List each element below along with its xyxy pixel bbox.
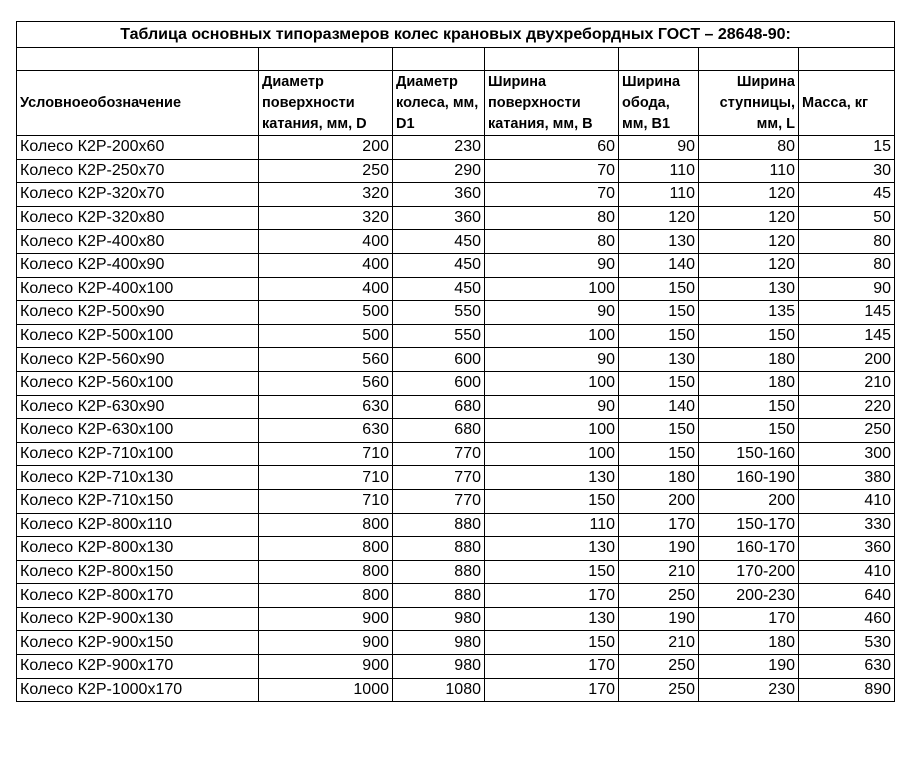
mass-cell: 90 — [799, 277, 895, 301]
table-row — [17, 584, 895, 608]
table-row — [17, 230, 895, 254]
wheel-diameter-cell: 980 — [393, 607, 485, 631]
rolling-diameter-cell: 400 — [259, 253, 393, 277]
mass-cell: 380 — [799, 466, 895, 490]
rolling-width-cell: 80 — [485, 230, 619, 254]
rolling-diameter-cell: 800 — [259, 513, 393, 537]
hub-width-cell: 180 — [699, 348, 799, 372]
title-row — [17, 22, 895, 48]
table-row — [17, 489, 895, 513]
rolling-diameter-cell: 710 — [259, 489, 393, 513]
blank-cell — [17, 48, 259, 71]
designation-cell: Колесо К2Р-900х150 — [17, 631, 259, 655]
wheel-sizes-table — [16, 21, 895, 702]
hub-width-cell: 150 — [699, 419, 799, 443]
rolling-diameter-cell: 900 — [259, 655, 393, 679]
mass-cell: 360 — [799, 537, 895, 561]
mass-cell: 30 — [799, 159, 895, 183]
rolling-diameter-cell: 560 — [259, 371, 393, 395]
mass-cell: 50 — [799, 206, 895, 230]
hub-width-cell: 180 — [699, 631, 799, 655]
mass-cell: 630 — [799, 655, 895, 679]
blank-cell — [393, 48, 485, 71]
hub-width-cell: 180 — [699, 371, 799, 395]
mass-cell: 300 — [799, 442, 895, 466]
wheel-diameter-cell: 980 — [393, 631, 485, 655]
designation-cell: Колесо К2Р-710х130 — [17, 466, 259, 490]
hub-width-cell: 110 — [699, 159, 799, 183]
hub-width-cell: 135 — [699, 301, 799, 325]
rim-width-cell: 130 — [619, 348, 699, 372]
rim-width-cell: 150 — [619, 419, 699, 443]
designation-cell: Колесо К2Р-900х170 — [17, 655, 259, 679]
designation-cell: Колесо К2Р-560х90 — [17, 348, 259, 372]
designation-cell: Колесо К2Р-320х80 — [17, 206, 259, 230]
rolling-diameter-cell: 560 — [259, 348, 393, 372]
rolling-diameter-cell: 1000 — [259, 678, 393, 702]
wheel-diameter-cell: 450 — [393, 230, 485, 254]
rolling-width-cell: 70 — [485, 159, 619, 183]
rim-width-cell: 150 — [619, 277, 699, 301]
mass-cell: 80 — [799, 230, 895, 254]
rolling-width-cell: 170 — [485, 678, 619, 702]
rim-width-cell: 110 — [619, 183, 699, 207]
rolling-diameter-cell: 800 — [259, 537, 393, 561]
designation-cell: Колесо К2Р-500х90 — [17, 301, 259, 325]
rolling-diameter-cell: 320 — [259, 183, 393, 207]
wheel-diameter-cell: 770 — [393, 442, 485, 466]
wheel-diameter-cell: 360 — [393, 183, 485, 207]
table-body — [17, 136, 895, 702]
designation-cell: Колесо К2Р-800х170 — [17, 584, 259, 608]
table-row — [17, 206, 895, 230]
rolling-width-cell: 100 — [485, 277, 619, 301]
rolling-width-cell: 100 — [485, 442, 619, 466]
wheel-diameter-cell: 1080 — [393, 678, 485, 702]
rolling-diameter-cell: 250 — [259, 159, 393, 183]
hub-width-cell: 120 — [699, 206, 799, 230]
rolling-diameter-cell: 630 — [259, 419, 393, 443]
rolling-width-cell: 110 — [485, 513, 619, 537]
mass-cell: 410 — [799, 560, 895, 584]
rim-width-cell: 150 — [619, 301, 699, 325]
blank-cell — [799, 48, 895, 71]
header-wheel-diameter: Диаметр колеса, мм, D1 — [393, 71, 485, 136]
rim-width-cell: 140 — [619, 253, 699, 277]
hub-width-cell: 160-190 — [699, 466, 799, 490]
rolling-width-cell: 70 — [485, 183, 619, 207]
designation-cell: Колесо К2Р-500х100 — [17, 324, 259, 348]
designation-cell: Колесо К2Р-800х150 — [17, 560, 259, 584]
mass-cell: 640 — [799, 584, 895, 608]
designation-cell: Колесо К2Р-1000х170 — [17, 678, 259, 702]
blank-cell — [699, 48, 799, 71]
designation-cell: Колесо К2Р-400х90 — [17, 253, 259, 277]
table-row — [17, 607, 895, 631]
blank-cell — [485, 48, 619, 71]
designation-cell: Колесо К2Р-560х100 — [17, 371, 259, 395]
table-row — [17, 159, 895, 183]
blank-row — [17, 48, 895, 71]
wheel-diameter-cell: 290 — [393, 159, 485, 183]
wheel-diameter-cell: 770 — [393, 466, 485, 490]
rolling-width-cell: 90 — [485, 348, 619, 372]
hub-width-cell: 150-160 — [699, 442, 799, 466]
wheel-diameter-cell: 450 — [393, 277, 485, 301]
header-mass: Масса, кг — [799, 71, 895, 136]
mass-cell: 530 — [799, 631, 895, 655]
table-row — [17, 348, 895, 372]
rolling-width-cell: 90 — [485, 253, 619, 277]
rolling-width-cell: 150 — [485, 631, 619, 655]
hub-width-cell: 200 — [699, 489, 799, 513]
hub-width-cell: 200-230 — [699, 584, 799, 608]
table-row — [17, 183, 895, 207]
wheel-diameter-cell: 600 — [393, 348, 485, 372]
table-row — [17, 253, 895, 277]
table-row — [17, 395, 895, 419]
rolling-diameter-cell: 200 — [259, 136, 393, 160]
hub-width-cell: 170 — [699, 607, 799, 631]
designation-cell: Колесо К2Р-250х70 — [17, 159, 259, 183]
rolling-diameter-cell: 630 — [259, 395, 393, 419]
hub-width-cell: 230 — [699, 678, 799, 702]
rolling-diameter-cell: 800 — [259, 560, 393, 584]
hub-width-cell: 190 — [699, 655, 799, 679]
wheel-diameter-cell: 230 — [393, 136, 485, 160]
hub-width-cell: 130 — [699, 277, 799, 301]
wheel-diameter-cell: 360 — [393, 206, 485, 230]
rim-width-cell: 190 — [619, 607, 699, 631]
rolling-width-cell: 90 — [485, 395, 619, 419]
mass-cell: 890 — [799, 678, 895, 702]
rolling-diameter-cell: 500 — [259, 301, 393, 325]
designation-cell: Колесо К2Р-320х70 — [17, 183, 259, 207]
rim-width-cell: 190 — [619, 537, 699, 561]
designation-cell: Колесо К2Р-400х100 — [17, 277, 259, 301]
rim-width-cell: 130 — [619, 230, 699, 254]
rim-width-cell: 250 — [619, 655, 699, 679]
rolling-width-cell: 100 — [485, 371, 619, 395]
mass-cell: 145 — [799, 324, 895, 348]
mass-cell: 330 — [799, 513, 895, 537]
hub-width-cell: 150 — [699, 324, 799, 348]
table-row — [17, 655, 895, 679]
rim-width-cell: 200 — [619, 489, 699, 513]
rolling-diameter-cell: 400 — [259, 277, 393, 301]
rolling-diameter-cell: 710 — [259, 466, 393, 490]
rolling-width-cell: 130 — [485, 607, 619, 631]
rolling-diameter-cell: 400 — [259, 230, 393, 254]
mass-cell: 45 — [799, 183, 895, 207]
rim-width-cell: 150 — [619, 324, 699, 348]
rim-width-cell: 110 — [619, 159, 699, 183]
wheel-diameter-cell: 680 — [393, 395, 485, 419]
table-row — [17, 324, 895, 348]
wheel-diameter-cell: 880 — [393, 584, 485, 608]
rim-width-cell: 210 — [619, 560, 699, 584]
rolling-diameter-cell: 900 — [259, 631, 393, 655]
rolling-width-cell: 130 — [485, 537, 619, 561]
designation-cell: Колесо К2Р-630х100 — [17, 419, 259, 443]
wheel-diameter-cell: 880 — [393, 513, 485, 537]
rolling-diameter-cell: 710 — [259, 442, 393, 466]
header-row — [17, 71, 895, 136]
rolling-width-cell: 60 — [485, 136, 619, 160]
table-row — [17, 466, 895, 490]
header-designation: Условноеобозначение — [17, 71, 259, 136]
rim-width-cell: 90 — [619, 136, 699, 160]
wheel-diameter-cell: 450 — [393, 253, 485, 277]
wheel-diameter-cell: 770 — [393, 489, 485, 513]
rim-width-cell: 140 — [619, 395, 699, 419]
rolling-diameter-cell: 800 — [259, 584, 393, 608]
table-row — [17, 301, 895, 325]
rim-width-cell: 250 — [619, 584, 699, 608]
header-hub-width: Ширина ступницы, мм, L — [699, 71, 799, 136]
rim-width-cell: 120 — [619, 206, 699, 230]
rim-width-cell: 170 — [619, 513, 699, 537]
hub-width-cell: 120 — [699, 230, 799, 254]
mass-cell: 250 — [799, 419, 895, 443]
rim-width-cell: 150 — [619, 442, 699, 466]
blank-cell — [259, 48, 393, 71]
mass-cell: 200 — [799, 348, 895, 372]
table-row — [17, 631, 895, 655]
table-row — [17, 537, 895, 561]
spreadsheet — [16, 21, 894, 702]
wheel-diameter-cell: 600 — [393, 371, 485, 395]
designation-cell: Колесо К2Р-800х130 — [17, 537, 259, 561]
rolling-width-cell: 80 — [485, 206, 619, 230]
rolling-width-cell: 90 — [485, 301, 619, 325]
rolling-width-cell: 170 — [485, 584, 619, 608]
table-row — [17, 136, 895, 160]
table-row — [17, 513, 895, 537]
wheel-diameter-cell: 880 — [393, 560, 485, 584]
mass-cell: 210 — [799, 371, 895, 395]
hub-width-cell: 150 — [699, 395, 799, 419]
rolling-width-cell: 150 — [485, 560, 619, 584]
wheel-diameter-cell: 550 — [393, 301, 485, 325]
rolling-diameter-cell: 320 — [259, 206, 393, 230]
mass-cell: 15 — [799, 136, 895, 160]
table-row — [17, 678, 895, 702]
designation-cell: Колесо К2Р-800х110 — [17, 513, 259, 537]
hub-width-cell: 120 — [699, 183, 799, 207]
wheel-diameter-cell: 680 — [393, 419, 485, 443]
rolling-width-cell: 150 — [485, 489, 619, 513]
table-row — [17, 419, 895, 443]
rolling-width-cell: 170 — [485, 655, 619, 679]
hub-width-cell: 160-170 — [699, 537, 799, 561]
wheel-diameter-cell: 550 — [393, 324, 485, 348]
wheel-diameter-cell: 880 — [393, 537, 485, 561]
wheel-diameter-cell: 980 — [393, 655, 485, 679]
table-row — [17, 442, 895, 466]
mass-cell: 80 — [799, 253, 895, 277]
rim-width-cell: 210 — [619, 631, 699, 655]
hub-width-cell: 80 — [699, 136, 799, 160]
hub-width-cell: 150-170 — [699, 513, 799, 537]
table-title: Таблица основных типоразмеров колес крановых двухребордных ГОСТ – 28648-90: — [17, 22, 895, 48]
blank-cell — [619, 48, 699, 71]
rim-width-cell: 180 — [619, 466, 699, 490]
rim-width-cell: 150 — [619, 371, 699, 395]
rolling-width-cell: 100 — [485, 324, 619, 348]
rim-width-cell: 250 — [619, 678, 699, 702]
designation-cell: Колесо К2Р-710х100 — [17, 442, 259, 466]
header-rolling-width: Ширина поверхности катания, мм, B — [485, 71, 619, 136]
mass-cell: 145 — [799, 301, 895, 325]
rolling-width-cell: 100 — [485, 419, 619, 443]
mass-cell: 410 — [799, 489, 895, 513]
header-rim-width: Ширина обода, мм, B1 — [619, 71, 699, 136]
table-row — [17, 371, 895, 395]
designation-cell: Колесо К2Р-630х90 — [17, 395, 259, 419]
hub-width-cell: 120 — [699, 253, 799, 277]
designation-cell: Колесо К2Р-900х130 — [17, 607, 259, 631]
table-row — [17, 277, 895, 301]
rolling-diameter-cell: 500 — [259, 324, 393, 348]
rolling-width-cell: 130 — [485, 466, 619, 490]
mass-cell: 220 — [799, 395, 895, 419]
designation-cell: Колесо К2Р-200х60 — [17, 136, 259, 160]
table-row — [17, 560, 895, 584]
header-rolling-diameter: Диаметр поверхности катания, мм, D — [259, 71, 393, 136]
rolling-diameter-cell: 900 — [259, 607, 393, 631]
hub-width-cell: 170-200 — [699, 560, 799, 584]
mass-cell: 460 — [799, 607, 895, 631]
designation-cell: Колесо К2Р-400х80 — [17, 230, 259, 254]
designation-cell: Колесо К2Р-710х150 — [17, 489, 259, 513]
